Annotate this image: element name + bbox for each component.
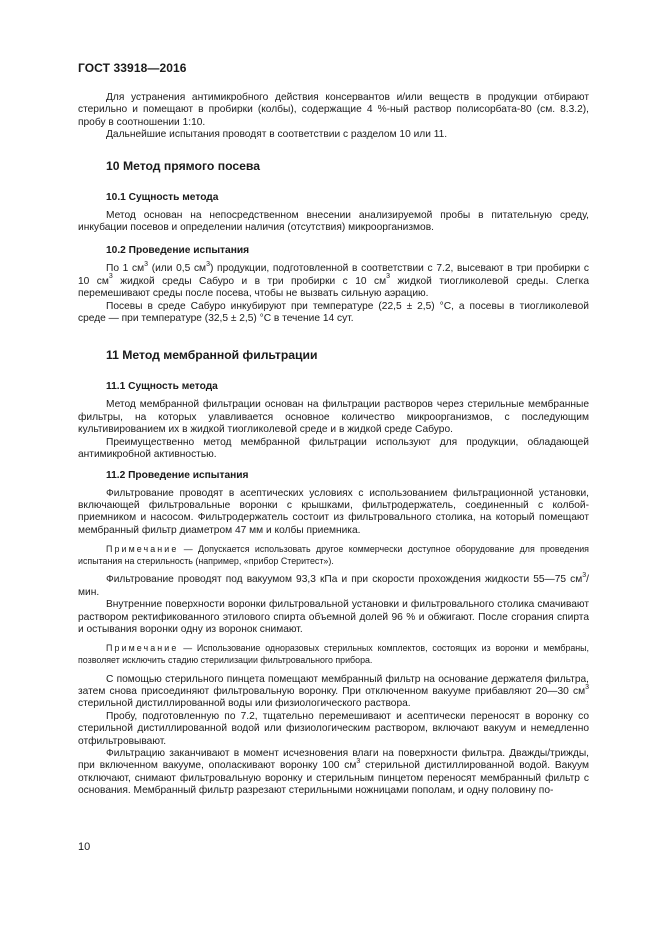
section-10-2-paragraph-2: Посевы в среде Сабуро инкубируют при температуре (22,5 ± 2,5) °С, а посевы в тиогликолевой среде — при температуре (32,5 ± 2,5) °С в течение 14 сут. bbox=[78, 300, 589, 325]
note-2: Примечание — Использование одноразовых стерильных комплектов, состоящих из воронки и мембраны, позволяет исключить стадию стерилизации фильтровального прибора. bbox=[78, 643, 589, 665]
section-11-2-paragraph-1: Фильтрование проводят в асептических условиях с использованием фильтрационной установки, включающей фильтровальные воронки с крышками, фильтродержатель, соединенный с колбой-приемником и насосом. Фильтродержатель состоит из фильтровального столика, на который помещают мембранный фильтр диаметром 47 мм и колбы приемника. bbox=[78, 487, 589, 536]
note-1-label: Примечание bbox=[106, 544, 179, 555]
section-11-2-heading: 11.2 Проведение испытания bbox=[106, 469, 249, 481]
section-10-heading: 10 Метод прямого посева bbox=[106, 158, 261, 173]
note-2-label: Примечание bbox=[106, 643, 179, 654]
section-11-1-paragraph-2: Преимущественно метод мембранной фильтрации используют для продукции, обладающей антимикробной активностью. bbox=[78, 436, 589, 461]
intro-paragraph-1: Для устранения антимикробного действия консервантов и/или веществ в продукции отбирают стерильно и помещают в пробирки (колбы), содержащие 4 %-ный раствор полисорбата-80 (см. 8.3.2), пробу в соотношении 1:10. bbox=[78, 92, 589, 128]
section-10-1-heading: 10.1 Сущность метода bbox=[106, 191, 219, 203]
section-11-2-paragraph-3: Внутренние поверхности воронки фильтровальной установки и фильтровального столика смачивают раствором ректификованного этилового спирта объемной долей 96 % и обжигают. После сгорания спирта и остывания воронки одну из воронок снимают. bbox=[78, 599, 589, 635]
document-header: ГОСТ 33918—2016 bbox=[78, 61, 187, 75]
intro-paragraph-2: Дальнейшие испытания проводят в соответствии с разделом 10 или 11. bbox=[106, 129, 448, 141]
note-1: Примечание — Допускается использовать другое коммерчески доступное оборудование для проведения испытания на стерильность (например, «прибор Стеритест»). bbox=[78, 544, 589, 566]
section-11-2-paragraph-5: Пробу, подготовленную по 7.2, тщательно перемешивают и асептически переносят в воронку со стерильной дистиллированной водой или физиологическим раствором, включают вакуум и немедленно отфильтровывают. bbox=[78, 710, 589, 747]
section-11-heading: 11 Метод мембранной фильтрации bbox=[106, 348, 318, 363]
section-11-1-paragraph-1: Метод мембранной фильтрации основан на фильтрации растворов через стерильные мембранные фильтры, на которых улавливается основное количество микроорганизмов, с последующим культивированием их в жидкой тиогликолевой среде и в жидкой среде Сабуро. bbox=[78, 399, 589, 436]
section-10-2-heading: 10.2 Проведение испытания bbox=[106, 245, 250, 257]
section-11-1-heading: 11.1 Сущность метода bbox=[106, 381, 218, 393]
section-11-2-paragraph-2: Фильтрование проводят под вакуумом 93,3 кПа и при скорости прохождения жидкости 55—75 $см^3$/мин. bbox=[78, 571, 589, 598]
section-10-1-paragraph: Метод основан на непосредственном внесении анализируемой пробы в питательную среду, инкубации посевов и определении наличия (отсутствия) микроорганизмов. bbox=[78, 209, 589, 234]
page-number: 10 bbox=[78, 841, 91, 853]
section-11-2-paragraph-6: Фильтрацию заканчивают в момент исчезновения влаги на поверхности фильтра. Дважды/трижды, при включенном вакууме, ополаскивают воронку 100 $см^3$ стерильной дистиллированной водой. Вакуум отключают, снимают фильтровальную воронку и стерильным пинцетом переносят мембранный фильтр с основания. Мембранный фильтр разрезают стерильными ножницами пополам, и одну половину по- bbox=[78, 747, 589, 797]
section-11-2-paragraph-4: С помощью стерильного пинцета помещают мембранный фильтр на основание держателя фильтра, затем снова присоединяют фильтровальную воронку. При отключенном вакууме прибавляют 20—30 $см^3$ стерильной дистиллированной воды или физиологического раствора. bbox=[78, 673, 589, 710]
page-body bbox=[78, 92, 589, 798]
section-10-2-paragraph-1: По 1 $см^3$ (или 0,5 $см^3$) продукции, подготовленной в соответствии с 7.2, высевают в три пробирки с 10 $см^3$ жидкой среды Сабуро и в три пробирки с 10 $см^3$ жидкой тиогликолевой среды. Слегка перемешивают среды после посева, чтобы не вызвать сильную аэрацию. bbox=[78, 261, 589, 300]
